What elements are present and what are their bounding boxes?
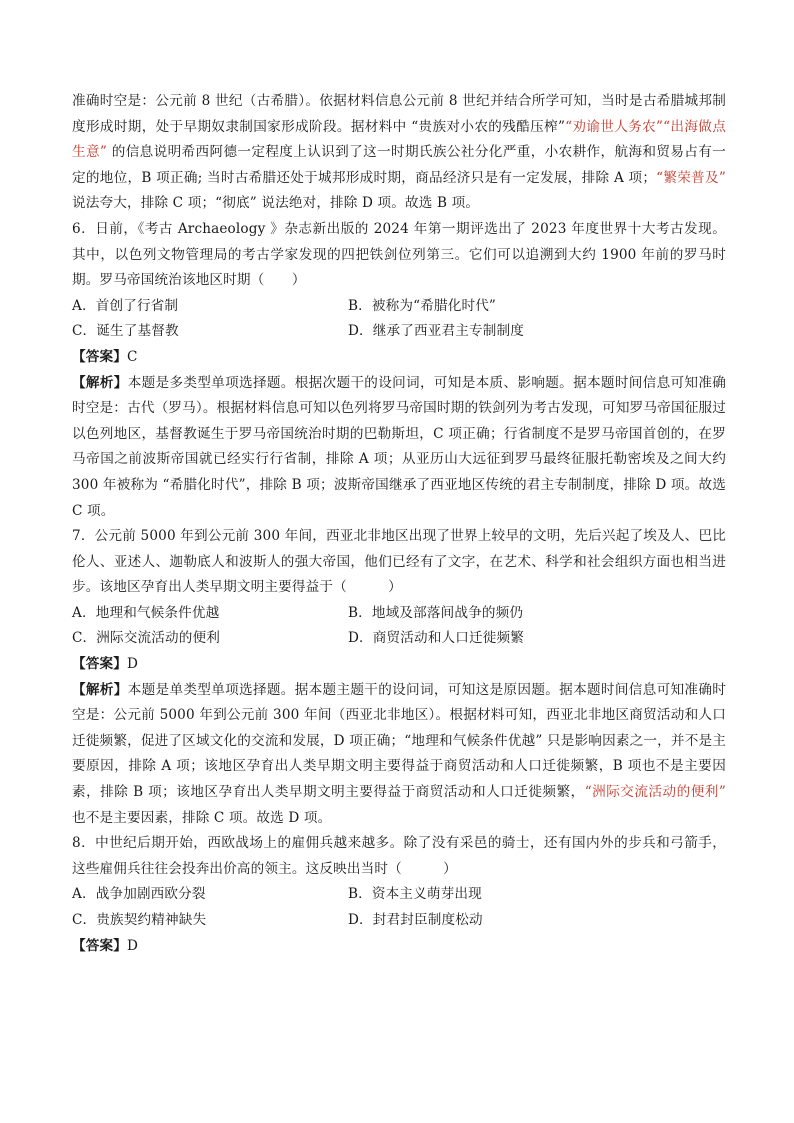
question-6-answer	[72, 345, 726, 371]
question-7-stem: 7．公元前 5000 年到公元前 300 年间，西亚北非地区出现了世界上较早的文明，先后兴起了埃及人、巴比伦人、亚述人、迦勒底人和波斯人的强大帝国，他们已经有了文字，在艺术、科学和社会组织方面也相当进步。该地区孕育出人类早期文明主要得益于（ ）	[72, 528, 726, 596]
question-7-answer	[72, 652, 726, 678]
option-c: C．贵族契约精神缺失	[72, 912, 207, 928]
analysis-text: 准确时空是：公元前 8 世纪（古希腊）。依据材料信息公元前 8 世纪并结合所学可知，当时是古希腊城邦制度形成时期，处于早期奴隶制国家形成阶段。据材料中 “贵族对小农的残酷压榨”	[72, 93, 726, 135]
question-8-options	[72, 882, 726, 933]
question-8-stem: 8．中世纪后期开始，西欧战场上的雇佣兵越来越多。除了没有采邑的骑士，还有国内外的步兵和弓箭手，这些雇佣兵往往会投奔出价高的领主。这反映出当时（ ）	[72, 835, 726, 877]
answer-value: C	[126, 348, 138, 365]
option-c: C．诞生了基督教	[72, 323, 179, 340]
analysis-label: 【解析】	[72, 681, 128, 698]
analysis-text: 也不是主要因素，排除 C 项。故选 D 项。	[72, 809, 332, 826]
highlighted-quote: “劝谕世人务农”“出海做点生意”	[72, 118, 726, 161]
option-b: B．地域及部落间战争的频仍	[348, 604, 524, 621]
document-page	[72, 89, 726, 959]
option-d: D．封君封臣制度松动	[348, 912, 483, 928]
question-6-analysis	[72, 371, 726, 525]
option-a: A．战争加剧西欧分裂	[72, 886, 206, 903]
question-8-answer	[72, 934, 726, 960]
analysis-text: 说法夸大，排除 C 项；“彻底” 说法绝对，排除 D 项。故选 B 项。	[72, 195, 480, 212]
option-b: B．资本主义萌芽出现	[348, 886, 482, 903]
answer-value: D	[126, 937, 139, 954]
highlighted-quote: “繁荣普及”	[656, 169, 726, 186]
analysis-label: 【解析】	[72, 374, 128, 391]
highlighted-quote: “洲际交流活动的便利”	[584, 784, 726, 801]
option-d: D．商贸活动和人口迁徙频繁	[348, 630, 524, 647]
answer-label: 【答案】	[72, 937, 127, 954]
option-d: D．继承了西亚君主专制制度	[348, 323, 524, 340]
question-6-options	[72, 294, 726, 345]
option-a: A．地理和气候条件优越	[72, 604, 220, 621]
answer-value: D	[126, 656, 139, 673]
option-c: C．洲际交流活动的便利	[72, 630, 220, 647]
question-7-analysis	[72, 678, 726, 832]
question-6-stem: 6．日前，《考古 Archaeology 》杂志新出版的 2024 年第一期评选出了 2023 年度世界十大考古发现。其中，以色列文物管理局的考古学家发现的四把铁剑位列第三。它们可以追溯到大约 1900 年前的罗马时期。罗马帝国统治该地区时期（ ）	[72, 220, 726, 289]
option-b: B．被称为“希腊化时代”	[348, 297, 497, 314]
analysis-text: 本题是多类型单项选择题。根据次题干的设问词，可知是本质、影响题。据本题时间信息可知准确时空是：古代（罗马）。根据材料信息可知以色列将罗马帝国时期的铁剑列为考古发现，可知罗马帝国征服过以色列地区，基督教诞生于罗马帝国统治时期的巴勒斯坦，C 项正确；行省制度不是罗马帝国首创的，在罗马帝国之前波斯帝国就已经实行行省制，排除 A 项；从亚历山大远征到罗马最终征服托勒密埃及之间大约 300 年被称为 “希腊化时代”，排除 B 项；波斯帝国继承了西亚地区传统的君主专制制度，排除 D 项。故选 C 项。	[72, 374, 726, 519]
question-7-options	[72, 601, 726, 652]
answer-label: 【答案】	[72, 348, 127, 365]
previous-analysis-tail	[72, 89, 726, 217]
analysis-text: 的信息说明希西阿德一定程度上认识到了这一时期氏族公社分化严重，小农耕作，航海和贸易占有一定的地位，B 项正确; 当时古希腊还处于城邦形成时期，商品经济只是有一定发展，排除 A 项；	[72, 144, 726, 186]
answer-label: 【答案】	[72, 656, 127, 673]
option-a: A．首创了行省制	[72, 297, 179, 314]
analysis-text: 本题是单类型单项选择题。据本题主题干的设问词，可知这是原因题。据本题时间信息可知准确时空是：公元前 5000 年到公元前 300 年间（西亚北非地区）。根据材料可知，西亚北非地区商贸活动和人口迁徙频繁，促进了区域文化的交流和发展，D 项正确；“地理和气候条件优越” 只是影响因素之一，并不是主要原因，排除 A 项；该地区孕育出人类早期文明主要得益于商贸活动和人口迁徙频繁，B 项也不是主要因素，排除 B 项；该地区孕育出人类早期文明主要得益于商贸活动和人口迁徙频繁，	[72, 681, 726, 801]
